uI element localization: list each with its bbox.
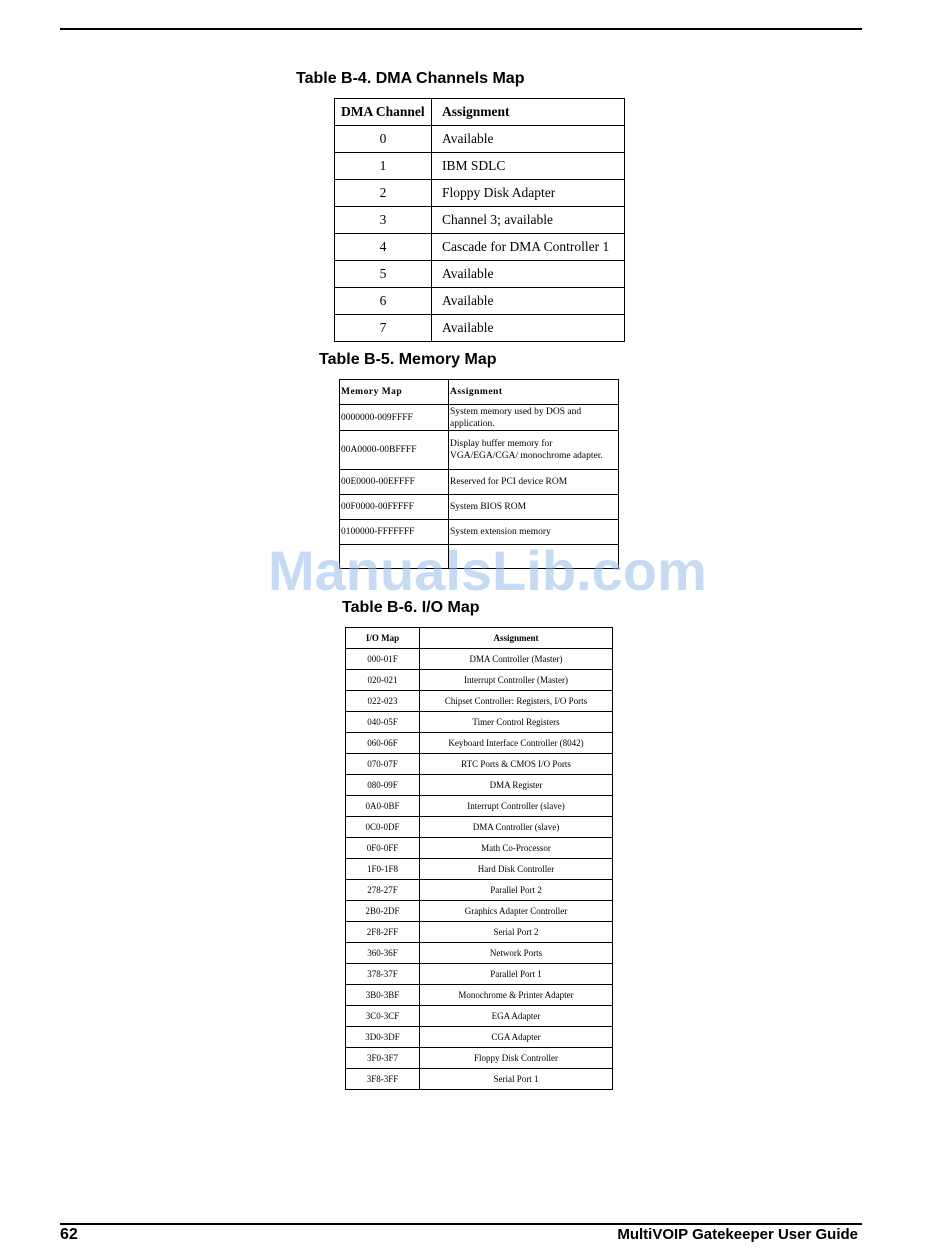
table-row [346,1006,613,1027]
table-header-row [340,380,619,405]
table-cell: 00F0000-00FFFFF [340,495,449,520]
table-row [346,1027,613,1048]
page-number: 62 [60,1226,78,1243]
table-cell: Timer Control Registers [420,712,613,733]
table-cell: System memory used by DOS and application. [449,405,619,431]
table-row [346,754,613,775]
table-row [346,733,613,754]
table-row [346,712,613,733]
table-cell: 4 [335,234,432,261]
footer-title: MultiVOIP Gatekeeper User Guide [617,1226,858,1243]
table-cell: 278-27F [346,880,420,901]
table-row [346,838,613,859]
table-cell: Available [432,288,625,315]
table-cell: Available [432,261,625,288]
table-row [335,180,625,207]
table-b6-caption: Table B-6. I/O Map [342,599,480,616]
table-cell: 378-37F [346,964,420,985]
table-row [346,817,613,838]
column-header: Assignment [432,99,625,126]
table-cell: Available [432,126,625,153]
table-cell: Cascade for DMA Controller 1 [432,234,625,261]
table-cell: Serial Port 1 [420,1069,613,1090]
table-row [335,315,625,342]
table-b5-caption: Table B-5. Memory Map [319,351,497,368]
table-cell: 0C0-0DF [346,817,420,838]
table-cell: CGA Adapter [420,1027,613,1048]
table-row [335,261,625,288]
footer-rule [60,1223,862,1225]
table-cell: Floppy Disk Adapter [432,180,625,207]
table-row [340,405,619,431]
table-row [346,691,613,712]
table-row [346,943,613,964]
table-b4-caption: Table B-4. DMA Channels Map [296,70,525,87]
table-cell: Network Ports [420,943,613,964]
table-row [335,126,625,153]
table-cell: 1F0-1F8 [346,859,420,880]
table-cell: DMA Controller (Master) [420,649,613,670]
table-cell: 3F8-3FF [346,1069,420,1090]
table-row [346,775,613,796]
table-cell: System extension memory [449,520,619,545]
table-cell: 6 [335,288,432,315]
table-cell: 0 [335,126,432,153]
table-row [346,1069,613,1090]
table-cell: Available [432,315,625,342]
table-cell: Hard Disk Controller [420,859,613,880]
column-header: I/O Map [346,628,420,649]
table-row [340,431,619,470]
table-cell: 070-07F [346,754,420,775]
header-rule [60,28,862,30]
table-cell: Graphics Adapter Controller [420,901,613,922]
table-cell: 7 [335,315,432,342]
table-cell: 060-06F [346,733,420,754]
column-header: Assignment [449,380,619,405]
table-cell: DMA Controller (slave) [420,817,613,838]
table-row [340,470,619,495]
table-cell: 5 [335,261,432,288]
table-cell: IBM SDLC [432,153,625,180]
table-cell: 3C0-3CF [346,1006,420,1027]
table-cell: 040-05F [346,712,420,733]
table-cell: 00A0000-00BFFFF [340,431,449,470]
table-cell: 3B0-3BF [346,985,420,1006]
column-header: DMA Channel [335,99,432,126]
table-cell: Math Co-Processor [420,838,613,859]
table-row [335,153,625,180]
table-cell: Serial Port 2 [420,922,613,943]
column-header: Assignment [420,628,613,649]
table-row [346,985,613,1006]
table-cell: 2 [335,180,432,207]
table-cell: 0A0-0BF [346,796,420,817]
table-cell: 0F0-0FF [346,838,420,859]
table-cell: EGA Adapter [420,1006,613,1027]
table-row [335,288,625,315]
table-cell: 360-36F [346,943,420,964]
table-cell: 00E0000-00EFFFF [340,470,449,495]
table-cell: 020-021 [346,670,420,691]
table-cell: Display buffer memory for VGA/EGA/CGA/ monochrome adapter. [449,431,619,470]
table-cell: 0100000-FFFFFFF [340,520,449,545]
table-cell: Interrupt Controller (Master) [420,670,613,691]
table-row [340,495,619,520]
table-row [346,880,613,901]
table-row [346,649,613,670]
table-row [346,901,613,922]
dma-channels-table [334,98,625,342]
table-cell: 3F0-3F7 [346,1048,420,1069]
table-cell: Parallel Port 2 [420,880,613,901]
table-cell: Channel 3; available [432,207,625,234]
table-cell: 3D0-3DF [346,1027,420,1048]
column-header: Memory Map [340,380,449,405]
table-cell: Parallel Port 1 [420,964,613,985]
table-row [335,207,625,234]
table-cell: 1 [335,153,432,180]
table-cell: 000-01F [346,649,420,670]
table-cell: Floppy Disk Controller [420,1048,613,1069]
table-row [346,670,613,691]
table-header-row [335,99,625,126]
table-cell: RTC Ports & CMOS I/O Ports [420,754,613,775]
table-cell: DMA Register [420,775,613,796]
table-row [346,964,613,985]
table-cell: 080-09F [346,775,420,796]
table-row [346,796,613,817]
table-cell: System BIOS ROM [449,495,619,520]
table-row [346,922,613,943]
table-cell: Monochrome & Printer Adapter [420,985,613,1006]
table-cell: 2F8-2FF [346,922,420,943]
watermark: ManualsLib.com [268,539,707,602]
io-map-table [345,627,613,1090]
table-cell: Keyboard Interface Controller (8042) [420,733,613,754]
table-row [346,859,613,880]
table-cell: 2B0-2DF [346,901,420,922]
table-cell: Interrupt Controller (slave) [420,796,613,817]
table-cell: 022-023 [346,691,420,712]
table-cell: Chipset Controller: Registers, I/O Ports [420,691,613,712]
table-cell: Reserved for PCI device ROM [449,470,619,495]
table-cell: 3 [335,207,432,234]
table-row [335,234,625,261]
table-cell: 0000000-009FFFF [340,405,449,431]
table-row [346,1048,613,1069]
table-header-row [346,628,613,649]
